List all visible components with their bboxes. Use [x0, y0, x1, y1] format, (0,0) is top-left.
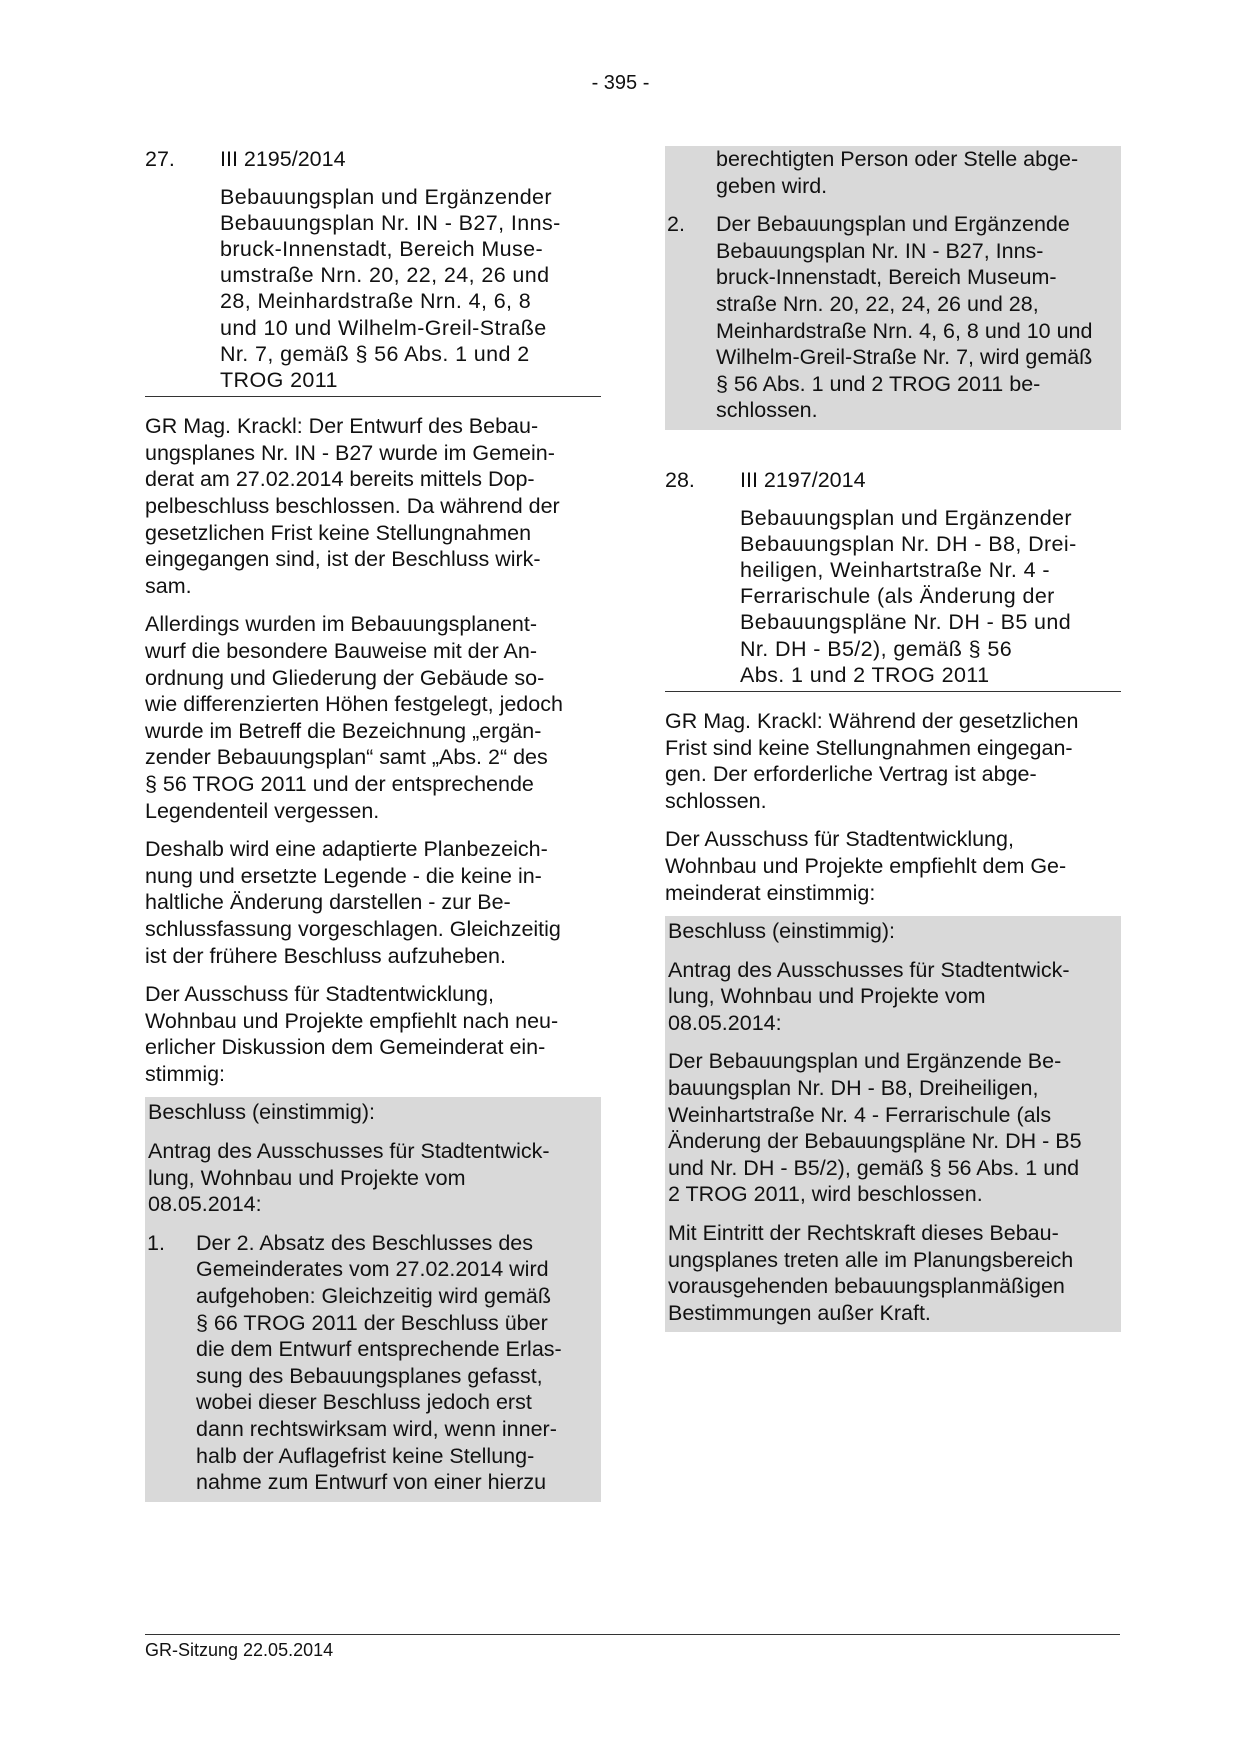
text-line: Der 2. Absatz des Beschlusses des [196, 1230, 534, 1255]
title-line: umstraße Nrn. 20, 22, 24, 26 und [220, 263, 550, 288]
agenda-item-number: 28. [665, 467, 695, 492]
text-line: § 56 TROG 2011 und der entsprechende [145, 771, 534, 796]
title-line: Bebauungsplan Nr. IN - B27, Inns- [220, 210, 561, 235]
text-line: nahme zum Entwurf von einer hierzu [196, 1470, 547, 1495]
list-text [716, 211, 1121, 424]
list-text [716, 146, 1121, 199]
text-line: Bestimmungen außer Kraft. [668, 1300, 931, 1325]
text-line: schlussfassung vorgeschlagen. Gleichzeitig [145, 916, 561, 941]
agenda-item-28-header [665, 467, 1121, 494]
text-line: Der Ausschuss für Stadtentwicklung, [145, 982, 494, 1007]
text-line: zender Bebauungsplan“ samt „Abs. 2“ des [145, 745, 548, 770]
text-line: derat am 27.02.2014 bereits mittels Dop- [145, 467, 535, 492]
text-line: Mit Eintritt der Rechtskraft dieses Bebau- [668, 1221, 1059, 1246]
agenda-item-reference: III 2195/2014 [220, 147, 346, 171]
paragraph-committee [665, 826, 1121, 906]
decision-closing [668, 1220, 1121, 1326]
text-line: § 56 Abs. 1 und 2 TROG 2011 be- [716, 371, 1041, 396]
page-number: - 395 - [591, 72, 650, 94]
text-line: Wohnbau und Projekte empfiehlt nach neu- [145, 1008, 559, 1033]
text-line: bruck-Innenstadt, Bereich Museum- [716, 265, 1057, 290]
decision-intro [668, 957, 1121, 1037]
text-line: GR Mag. Krackl: Während der gesetzlichen [665, 708, 1079, 733]
paragraph-proposal [145, 836, 601, 969]
text-line: dann rechtswirksam wird, wenn inner- [196, 1417, 557, 1441]
list-number: 1. [147, 1230, 165, 1255]
text-line: erlicher Diskussion dem Gemeinderat ein- [145, 1035, 546, 1060]
left-column [145, 146, 601, 1502]
text-line: gen. Der erforderliche Vertrag ist abge- [665, 762, 1037, 787]
text-line: geben wird. [716, 173, 828, 198]
title-line: bruck-Innenstadt, Bereich Muse- [220, 237, 544, 261]
text-line: GR Mag. Krackl: Der Entwurf des Bebau- [145, 414, 539, 439]
text-line: gesetzlichen Frist keine Stellungnahmen [145, 520, 532, 545]
text-line: eingegangen sind, ist der Beschluss wirk- [145, 547, 541, 572]
text-line: haltliche Änderung darstellen - zur Be- [145, 890, 511, 915]
text-line: straße Nrn. 20, 22, 24, 26 und 28, [716, 291, 1039, 316]
title-line: Nr. DH - B5/2), gemäß § 56 [740, 636, 1013, 661]
text-line: stimmig: [145, 1061, 226, 1086]
text-line: aufgehoben: Gleichzeitig wird gemäß [196, 1284, 551, 1309]
title-line: Abs. 1 und 2 TROG 2011 [740, 662, 990, 687]
text-line: Wilhelm-Greil-Straße Nr. 7, wird gemäß [716, 345, 1093, 370]
text-line: halb der Auflagefrist keine Stellung- [196, 1443, 535, 1468]
decision-item-2 [667, 211, 1121, 424]
title-line: 28, Meinhardstraße Nrn. 4, 6, 8 [220, 289, 532, 314]
decision-continuation [665, 146, 1121, 430]
text-line: 2 TROG 2011, wird beschlossen. [668, 1182, 983, 1207]
text-line: pelbeschluss beschlossen. Da während der [145, 494, 560, 518]
text-line: meinderat einstimmig: [665, 880, 876, 905]
list-number: 2. [667, 212, 685, 237]
text-line: Wohnbau und Projekte empfiehlt dem Ge- [665, 853, 1067, 878]
text-line: Antrag des Ausschusses für Stadtentwick- [148, 1139, 550, 1164]
text-line: sung des Bebauungsplanes gefasst, [196, 1363, 543, 1388]
text-line: Meinhardstraße Nrn. 4, 6, 8 und 10 und [716, 318, 1093, 343]
text-line: schlossen. [716, 398, 818, 423]
decision-intro [148, 1138, 601, 1218]
text-line: ist der frühere Beschluss aufzuheben. [145, 943, 506, 968]
title-line: und 10 und Wilhelm-Greil-Straße [220, 315, 547, 340]
continued-item-1 [667, 146, 1121, 199]
text-line: 08.05.2014: [668, 1010, 782, 1035]
text-line: Der Bebauungsplan und Ergänzende [716, 212, 1070, 237]
text-line: Änderung der Bebauungspläne Nr. DH - B5 [668, 1129, 1082, 1154]
text-line: nung und ersetzte Legende - die keine in- [145, 863, 542, 888]
text-line: wurde im Betreff die Bezeichnung „ergän- [145, 718, 542, 743]
text-line: die dem Entwurf entsprechende Erlas- [196, 1337, 562, 1362]
text-line: wobei dieser Beschluss jedoch erst [196, 1390, 532, 1415]
text-line: Bebauungsplan Nr. IN - B27, Inns- [716, 238, 1044, 263]
text-line: Deshalb wird eine adaptierte Planbezeich- [145, 837, 548, 862]
title-line: Bebauungspläne Nr. DH - B5 und [740, 610, 1072, 635]
text-line: Der Bebauungsplan und Ergänzende Be- [668, 1049, 1062, 1074]
text-line: vorausgehenden bebauungsplanmäßigen [668, 1274, 1065, 1299]
text-line: Der Ausschuss für Stadtentwicklung, [665, 827, 1014, 852]
text-line: berechtigten Person oder Stelle abge- [716, 147, 1079, 171]
text-line: sam. [145, 573, 192, 598]
text-line: bauungsplan Nr. DH - B8, Dreiheiligen, [668, 1076, 1039, 1101]
title-line: Ferrarischule (als Änderung der [740, 584, 1055, 609]
text-line: 08.05.2014: [148, 1192, 262, 1217]
text-line: schlossen. [665, 788, 767, 813]
decision-block [145, 1097, 601, 1501]
agenda-item-28-title [740, 505, 1121, 688]
text-line: Allerdings wurden im Bebauungsplanent- [145, 612, 538, 637]
paragraph-explanation [145, 611, 601, 824]
paragraph-report [145, 413, 601, 599]
title-line: heiligen, Weinhartstraße Nr. 4 - [740, 557, 1050, 582]
text-line: Weinhartstraße Nr. 4 - Ferrarischule (als [668, 1102, 1052, 1127]
text-line: ungsplanes treten alle im Planungsbereich [668, 1247, 1074, 1272]
title-line: Nr. 7, gemäß § 56 Abs. 1 und 2 [220, 341, 530, 366]
text-line: und Nr. DH - B5/2), gemäß § 56 Abs. 1 und [668, 1155, 1080, 1180]
title-line: Bebauungsplan und Ergänzender [220, 184, 552, 209]
decision-heading: Beschluss (einstimmig): [668, 919, 895, 944]
agenda-item-reference: III 2197/2014 [740, 467, 866, 492]
text-line: Frist sind keine Stellungnahmen eingegan- [665, 735, 1073, 760]
paragraph-report [665, 708, 1121, 814]
title-line: Bebauungsplan und Ergänzender [740, 505, 1072, 530]
text-line: ordnung und Gliederung der Gebäude so- [145, 665, 545, 690]
decision-item-1 [147, 1230, 601, 1496]
decision-body [668, 1048, 1121, 1208]
text-line: ungsplanes Nr. IN - B27 wurde im Gemein- [145, 440, 555, 465]
decision-heading: Beschluss (einstimmig): [148, 1100, 375, 1125]
text-line: wie differenzierten Höhen festgelegt, jedoch [145, 692, 563, 717]
agenda-item-27-header [145, 146, 601, 173]
text-line: lung, Wohnbau und Projekte vom [148, 1165, 466, 1190]
paragraph-committee [145, 981, 601, 1087]
page-footer: GR-Sitzung 22.05.2014 [145, 1634, 1120, 1661]
title-line: Bebauungsplan Nr. DH - B8, Drei- [740, 531, 1077, 556]
list-text [196, 1230, 601, 1496]
decision-block [665, 916, 1121, 1332]
text-line: Gemeinderates vom 27.02.2014 wird [196, 1257, 549, 1282]
text-line: lung, Wohnbau und Projekte vom [668, 984, 986, 1009]
agenda-item-number: 27. [145, 147, 175, 171]
text-line: § 66 TROG 2011 der Beschluss über [196, 1310, 548, 1335]
text-line: wurf die besondere Bauweise mit der An- [145, 638, 537, 663]
agenda-item-27-title [220, 184, 601, 394]
text-line: Antrag des Ausschusses für Stadtentwick- [668, 957, 1070, 982]
text-line: Legendenteil vergessen. [145, 798, 380, 823]
title-line: TROG 2011 [220, 368, 338, 393]
right-column [665, 146, 1121, 1332]
